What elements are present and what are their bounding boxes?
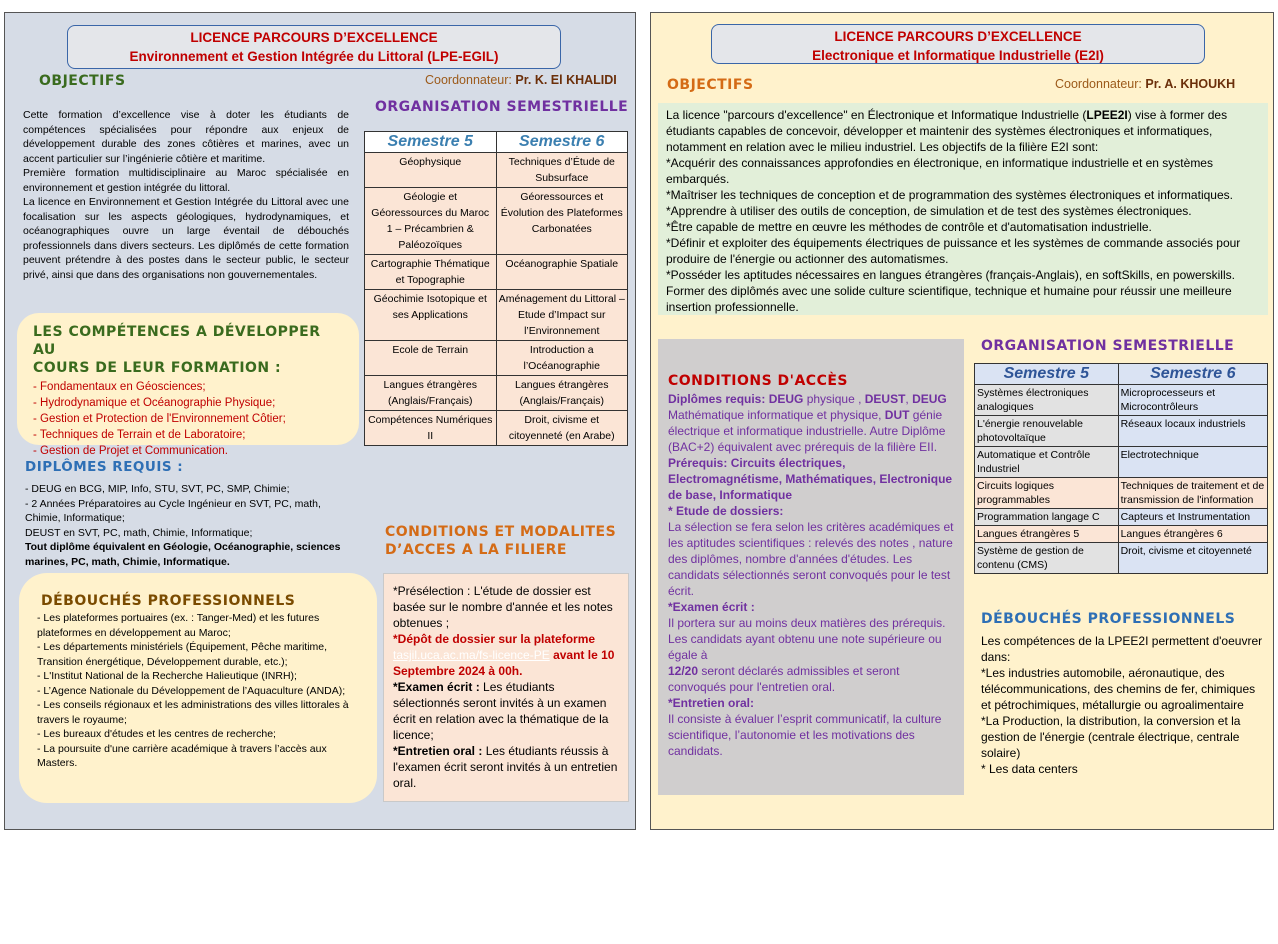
table-row [365,341,628,376]
left-obj-para-1: Cette formation d’excellence vise à doter les étudiants de compétences spécialisées pour répondre aux enjeux de développement durable des zones côtières et marines, avec un accent particulier sur l’ingénierie côtière et maritime. [23,109,349,165]
left-coord-name: Pr. K. El KHALIDI [515,73,617,87]
table-cell: Droit, civisme et citoyenneté (en Arabe) [496,411,628,446]
table-cell: Langues étrangères (Anglais/Français) [365,376,497,411]
list-item: - Gestion de Projet et Communication. [33,445,228,457]
list-item: - Fondamentaux en Géosciences; [33,381,206,393]
list-item: *Acquérir des connaissances approfondies en électronique, en informatique industrielle et en systèmes embarqués. [666,156,1213,186]
table-row [365,188,628,255]
list-item: *Maîtriser les techniques de conception et de programmation des systèmes électroniques et informatiques. [666,188,1233,202]
list-item: - Techniques de Terrain et de Laboratoire; [33,429,246,441]
table-row [365,411,628,446]
table-cell: Ecole de Terrain [365,341,497,376]
right-cond-etude: La sélection se fera selon les critères académiques et les aptitudes scientifiques : relevés des notes , nature des diplômes, nombre d'années d'études. Les candidats sélectionnés seront convoqués pour le test écrit. [668,520,954,598]
left-competences-title-2: COURS DE LEUR FORMATION : [33,360,282,376]
right-debouches-title: DÉBOUCHÉS PROFESSIONNELS [981,611,1236,627]
right-cond-dut: DUT [884,408,910,422]
right-cond-oral-label: *Entretien oral: [668,696,755,710]
left-competences-box [17,313,359,457]
table-cell: Langues étrangères 5 [975,526,1119,543]
list-item: - Les départements ministériels (Équipement, Pêche maritime, Transition énergétique, Développement durable, etc.); [37,641,328,668]
list-item: * Les data centers [981,762,1078,776]
table-cell: Géochimie Isotopique et ses Applications [365,290,497,341]
left-cond-link[interactable]: tasjil.uca.ac.ma/fs-licence-PE [393,648,550,662]
left-title-line1: LICENCE PARCOURS D’EXCELLENCE [190,30,438,45]
table-row [365,255,628,290]
list-item: - L’Agence Nationale du Développement de l’Aquaculture (ANDA); [37,684,346,697]
list-item: - Gestion et Protection de l'Environnement Côtier; [33,413,286,425]
right-objectifs-box [658,103,1268,315]
table-cell: Droit, civisme et citoyenneté [1118,543,1267,574]
table-row [975,543,1268,574]
left-title-box [67,25,561,69]
table-cell: L'énergie renouvelable photovoltaïque [975,416,1119,447]
right-title-line2: Electronique et Informatique Industrielle (E2I) [812,48,1104,63]
left-coord-label: Coordonnateur: [425,73,512,87]
left-debouches-box [19,573,377,803]
list-item: - La poursuite d'une carrière académique à travers l’accès aux Masters. [37,742,327,769]
left-semester-table [364,131,628,446]
left-cond-ecrit-label: *Examen écrit : [393,680,480,694]
list-item: *Être capable de mettre en œuvre les méthodes de contrôle et d'automatisation industrielle. [666,220,1152,234]
right-obj-intro-1: La licence "parcours d'excellence" en Électronique et Informatique Industrielle ( [666,108,1087,122]
list-item: *Les industries automobile, aéronautique, des télécommunications, des chemins de fer, chimiques et pétrochimiques, métallurgie ou agroalimentaire [981,666,1256,712]
right-cond-ecrit-2: seront déclarés admissibles et seront convoqués pour l'entretien oral. [668,664,900,694]
right-obj-intro-2: ) vise à former des étudiants capables de concevoir, développer et maintenir des systèmes électroniques et informatiques, notamment en relation avec le milieu industriel. Les objectifs de la filière E2I sont: [666,108,1228,154]
right-org-title: ORGANISATION SEMESTRIELLE [981,338,1235,354]
right-cond-deug2: DEUG [912,392,947,406]
right-cond-prereq: Prérequis: Circuits électriques, Electromagnétisme, Mathématiques, Electronique de base, Informatique [668,456,953,502]
table-cell: Techniques de traitement et de transmission de l'information [1118,478,1267,509]
left-coordinator [425,73,617,87]
table-row [365,376,628,411]
left-sem6-header: Semestre 6 [496,132,628,153]
right-coordinator [1055,77,1235,91]
right-cond-text-a: physique , [803,392,865,406]
table-cell: Langues étrangères (Anglais/Français) [496,376,628,411]
right-cond-text-c: Mathématique informatique et physique, [668,408,885,422]
table-cell: Introduction a l’Océanographie [496,341,628,376]
right-cond-text-b: , [905,392,913,406]
left-diplomes-bold: Tout diplôme équivalent en Géologie, Océanographie, sciences marines, PC, math, Chimie, Informatique. [25,541,341,568]
right-coord-name: Pr. A. KHOUKH [1145,77,1236,91]
left-debouches-title: DÉBOUCHÉS PROFESSIONNELS [41,593,296,609]
right-objectifs-title: OBJECTIFS [667,77,754,93]
right-cond-oral: Il consiste à évaluer l’esprit communicatif, la culture scientifique, l’autonomie et les motivations des candidats. [668,712,942,758]
table-cell: Réseaux locaux industriels [1118,416,1267,447]
table-cell: Géoressources et Évolution des Plateformes Carbonatées [496,188,628,255]
right-title-line1: LICENCE PARCOURS D’EXCELLENCE [834,29,1082,44]
left-diplomes-title: DIPLÔMES REQUIS : [25,459,184,475]
right-cond-ecrit-1: Il portera sur au moins deux matières des prérequis. Les candidats ayant obtenu une note supérieure ou égale à [668,616,946,662]
right-cond-text-d: génie électrique et informatique industrielle. Autre Diplôme (BAC+2) équivalent avec prérequis de la filière EII. [668,408,946,454]
left-objectifs-text [23,108,349,282]
table-row [975,509,1268,526]
list-item: - Les bureaux d'études et les centres de recherche; [37,728,276,740]
right-semester-table [974,363,1268,574]
table-row [975,385,1268,416]
right-cond-diplomes-label: Diplômes requis: [668,392,766,406]
table-cell: Cartographie Thématique et Topographie [365,255,497,290]
list-item: Les compétences de la LPEE2I permettent d'oeuvrer dans: [981,634,1263,664]
table-row [975,526,1268,543]
left-obj-para-3: La licence en Environnement et Gestion Intégrée du Littoral avec une focalisation sur les aspects géologiques, hydrodynamiques, et océanographiques ouvre un large éventail de débouchés professionnels dans divers secteurs. Les diplômés de cette formation peuvent prétendre à des postes dans le secteur public, le secteur privé, ainsi que dans des organisations non gouvernementales. [23,196,349,281]
table-cell: Compétences Numériques II [365,411,497,446]
left-cond-oral-label: *Entretien oral : [393,744,483,758]
list-item: - Les conseils régionaux et les administrations des villes littorales à travers le royaume; [37,699,349,726]
table-cell: Aménagement du Littoral – Etude d’Impact sur l’Environnement [496,290,628,341]
right-obj-intro-bold: LPEE2I [1086,108,1128,122]
list-item: Former des diplômés avec une solide culture scientifique, technique et humaine pour réussir une meilleure insertion professionnelle. [666,284,1232,314]
table-cell: Techniques d’Étude de Subsurface [496,153,628,188]
table-cell: Automatique et Contrôle Industriel [975,447,1119,478]
right-cond-etude-label: * Etude de dossiers: [668,504,784,518]
table-cell: Electrotechnique [1118,447,1267,478]
left-org-title: ORGANISATION SEMESTRIELLE [375,99,629,115]
left-flyer-panel [4,12,636,830]
left-objectifs-title: OBJECTIFS [39,73,126,89]
table-cell: Océanographie Spatiale [496,255,628,290]
right-title-box [711,24,1205,64]
table-cell: Géologie et Géoressources du Maroc 1 – Précambrien & Paléozoïques [365,188,497,255]
right-cond-ecrit-label: *Examen écrit : [668,600,755,614]
table-cell: Langues étrangères 6 [1118,526,1267,543]
right-conditions-box [658,339,964,795]
left-title-line2: Environnement et Gestion Intégrée du Littoral (LPE-EGIL) [129,49,499,64]
table-row [365,290,628,341]
table-cell: Système de gestion de contenu (CMS) [975,543,1119,574]
left-conditions-title-1: CONDITIONS ET MODALITES [385,524,617,540]
right-cond-deust: DEUST [864,392,906,406]
right-cond-ecrit-note: 12/20 [668,664,699,678]
list-item: - DEUG en BCG, MIP, Info, STU, SVT, PC, SMP, Chimie; [25,483,290,495]
left-conditions-box [383,573,629,802]
left-diplomes-text [25,482,345,569]
right-debouches-text [981,633,1263,777]
table-row [975,416,1268,447]
right-conditions-title: CONDITIONS D'ACCÈS [668,373,848,389]
right-cond-deug1: DEUG [765,392,804,406]
right-sem5-header: Semestre 5 [975,364,1119,385]
list-item: DEUST en SVT, PC, math, Chimie, Informatique; [25,526,253,539]
right-sem6-header: Semestre 6 [1118,364,1267,385]
list-item: - 2 Années Préparatoires au Cycle Ingénieur en SVT, PC, math, Chimie, Informatique; [25,497,321,524]
table-cell: Capteurs et Instrumentation [1118,509,1267,526]
table-cell: Circuits logiques programmables [975,478,1119,509]
left-cond-depot: *Dépôt de dossier sur la plateforme [393,632,596,646]
right-coord-label: Coordonnateur: [1055,77,1142,91]
table-row [975,478,1268,509]
table-row [975,447,1268,478]
list-item: *Posséder les aptitudes nécessaires en langues étrangères (français-Anglais), en softSkills, en powerskills. [666,268,1235,282]
left-obj-para-2: Première formation multidisciplinaire au Maroc spécialisée en environnement et gestion intégrée du littoral. [23,167,349,194]
table-cell: Programmation langage C [975,509,1119,526]
list-item: *Apprendre à utiliser des outils de conception, de simulation et de test des systèmes électroniques. [666,204,1192,218]
right-flyer-panel [650,12,1274,830]
left-cond-oral: Les étudiants réussis à l'examen écrit seront invités à un entretien oral. [393,744,618,790]
table-cell: Systèmes électroniques analogiques [975,385,1119,416]
left-cond-deadline: avant le 10 Septembre 2024 à 00h. [393,648,615,678]
left-cond-ecrit: Les étudiants sélectionnés seront invités à un examen écrit en relation avec la thématique de la licence; [393,680,609,742]
list-item: *Définir et exploiter des équipements électriques de puissance et les systèmes de commande associés pour produire de l'énergie ou actionner des automatismes. [666,236,1241,266]
table-row [365,153,628,188]
list-item: - L'Institut National de la Recherche Halieutique (INRH); [37,670,297,682]
left-conditions-title [385,523,616,559]
left-competences-title-1: LES COMPÉTENCES A DÉVELOPPER AU [33,324,321,358]
list-item: *La Production, la distribution, la conversion et la gestion de l'énergie (centrale électrique, centrale solaire) [981,714,1241,760]
table-cell: Géophysique [365,153,497,188]
left-cond-preselection: *Présélection : L'étude de dossier est basée sur le nombre d'année et les notes obtenues ; [393,584,613,630]
left-sem5-header: Semestre 5 [365,132,497,153]
table-cell: Microprocesseurs et Microcontrôleurs [1118,385,1267,416]
list-item: - Les plateformes portuaires (ex. : Tanger-Med) et les futures plateformes en développement au Maroc; [37,612,320,639]
left-conditions-title-2: D’ACCES A LA FILIERE [385,542,567,558]
list-item: - Hydrodynamique et Océanographie Physique; [33,397,276,409]
